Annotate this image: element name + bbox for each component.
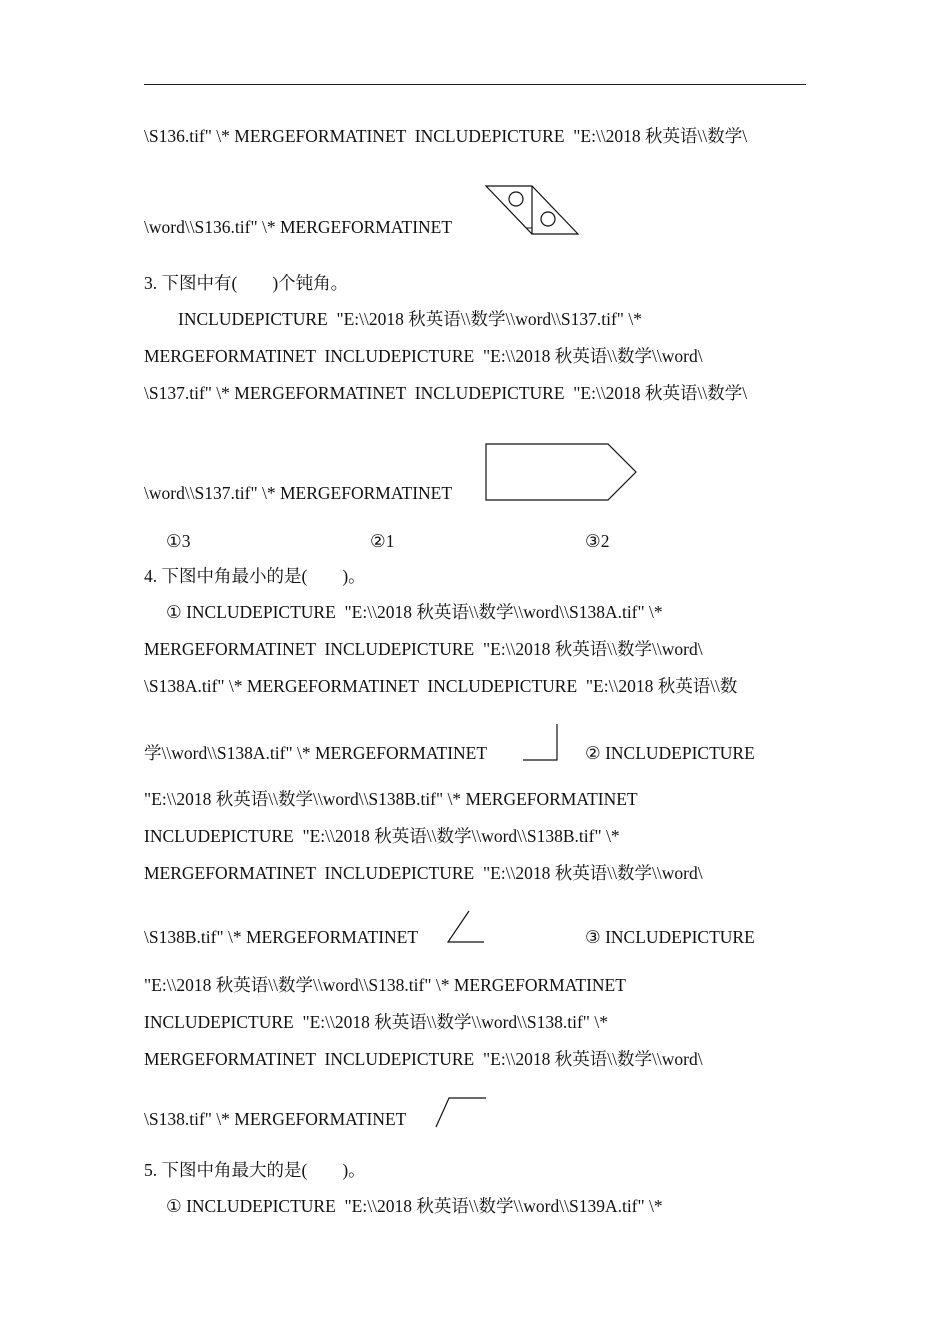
text-line: MERGEFORMATINET INCLUDEPICTURE "E:\\2018 秋英语\\数学\\word\ bbox=[144, 346, 703, 366]
text-line: MERGEFORMATINET INCLUDEPICTURE "E:\\2018 秋英语\\数学\\word\ bbox=[144, 639, 703, 659]
text-line: MERGEFORMATINET INCLUDEPICTURE "E:\\2018 秋英语\\数学\\word\ bbox=[144, 1049, 703, 1069]
figure-s138-obtuse-angle bbox=[434, 1096, 488, 1130]
text-line: INCLUDEPICTURE "E:\\2018 秋英语\\数学\\word\\S137.tif" \* bbox=[178, 309, 642, 329]
figure-s138b-acute-angle bbox=[446, 909, 486, 945]
text-line: \word\\S137.tif" \* MERGEFORMATINET bbox=[144, 483, 453, 503]
q3-option-1: ①3 bbox=[166, 531, 191, 551]
question-5: 5. 下图中角最大的是( )。 bbox=[144, 1160, 366, 1180]
text-line: \S138.tif" \* MERGEFORMATINET bbox=[144, 1109, 407, 1129]
text-line: ① INCLUDEPICTURE "E:\\2018 秋英语\\数学\\word\\S139A.tif" \* bbox=[166, 1196, 663, 1216]
text-line: MERGEFORMATINET INCLUDEPICTURE "E:\\2018 秋英语\\数学\\word\ bbox=[144, 863, 703, 883]
question-4: 4. 下图中角最小的是( )。 bbox=[144, 566, 366, 586]
q4-option-3-label: ③ INCLUDEPICTURE bbox=[585, 927, 755, 947]
text-line: "E:\\2018 秋英语\\数学\\word\\S138B.tif" \* MERGEFORMATINET bbox=[144, 789, 638, 809]
text-line: INCLUDEPICTURE "E:\\2018 秋英语\\数学\\word\\S138.tif" \* bbox=[144, 1012, 608, 1032]
text-line: INCLUDEPICTURE "E:\\2018 秋英语\\数学\\word\\S138B.tif" \* bbox=[144, 826, 620, 846]
q4-option-2-label: ② INCLUDEPICTURE bbox=[585, 743, 755, 763]
text-line: \S138A.tif" \* MERGEFORMATINET INCLUDEPICTURE "E:\\2018 秋英语\\数 bbox=[144, 676, 738, 696]
q3-option-2: ②1 bbox=[370, 531, 395, 551]
text-line: \word\\S136.tif" \* MERGEFORMATINET bbox=[144, 217, 453, 237]
text-line: \S136.tif" \* MERGEFORMATINET INCLUDEPICTURE "E:\\2018 秋英语\\数学\ bbox=[144, 126, 748, 146]
figure-s136-parallelogram bbox=[484, 184, 580, 236]
text-line: \S138B.tif" \* MERGEFORMATINET bbox=[144, 927, 419, 947]
text-line: ① INCLUDEPICTURE "E:\\2018 秋英语\\数学\\word\\S138A.tif" \* bbox=[166, 602, 663, 622]
q3-option-3: ③2 bbox=[585, 531, 610, 551]
text-line: \S137.tif" \* MERGEFORMATINET INCLUDEPICTURE "E:\\2018 秋英语\\数学\ bbox=[144, 383, 748, 403]
text-line: "E:\\2018 秋英语\\数学\\word\\S138.tif" \* MERGEFORMATINET bbox=[144, 975, 626, 995]
figure-s137-pentagon bbox=[484, 442, 640, 502]
figure-s138a-right-angle bbox=[522, 722, 560, 764]
question-3: 3. 下图中有( )个钝角。 bbox=[144, 273, 349, 293]
header-rule bbox=[144, 84, 806, 85]
text-line: 学\\word\\S138A.tif" \* MERGEFORMATINET bbox=[144, 743, 488, 763]
